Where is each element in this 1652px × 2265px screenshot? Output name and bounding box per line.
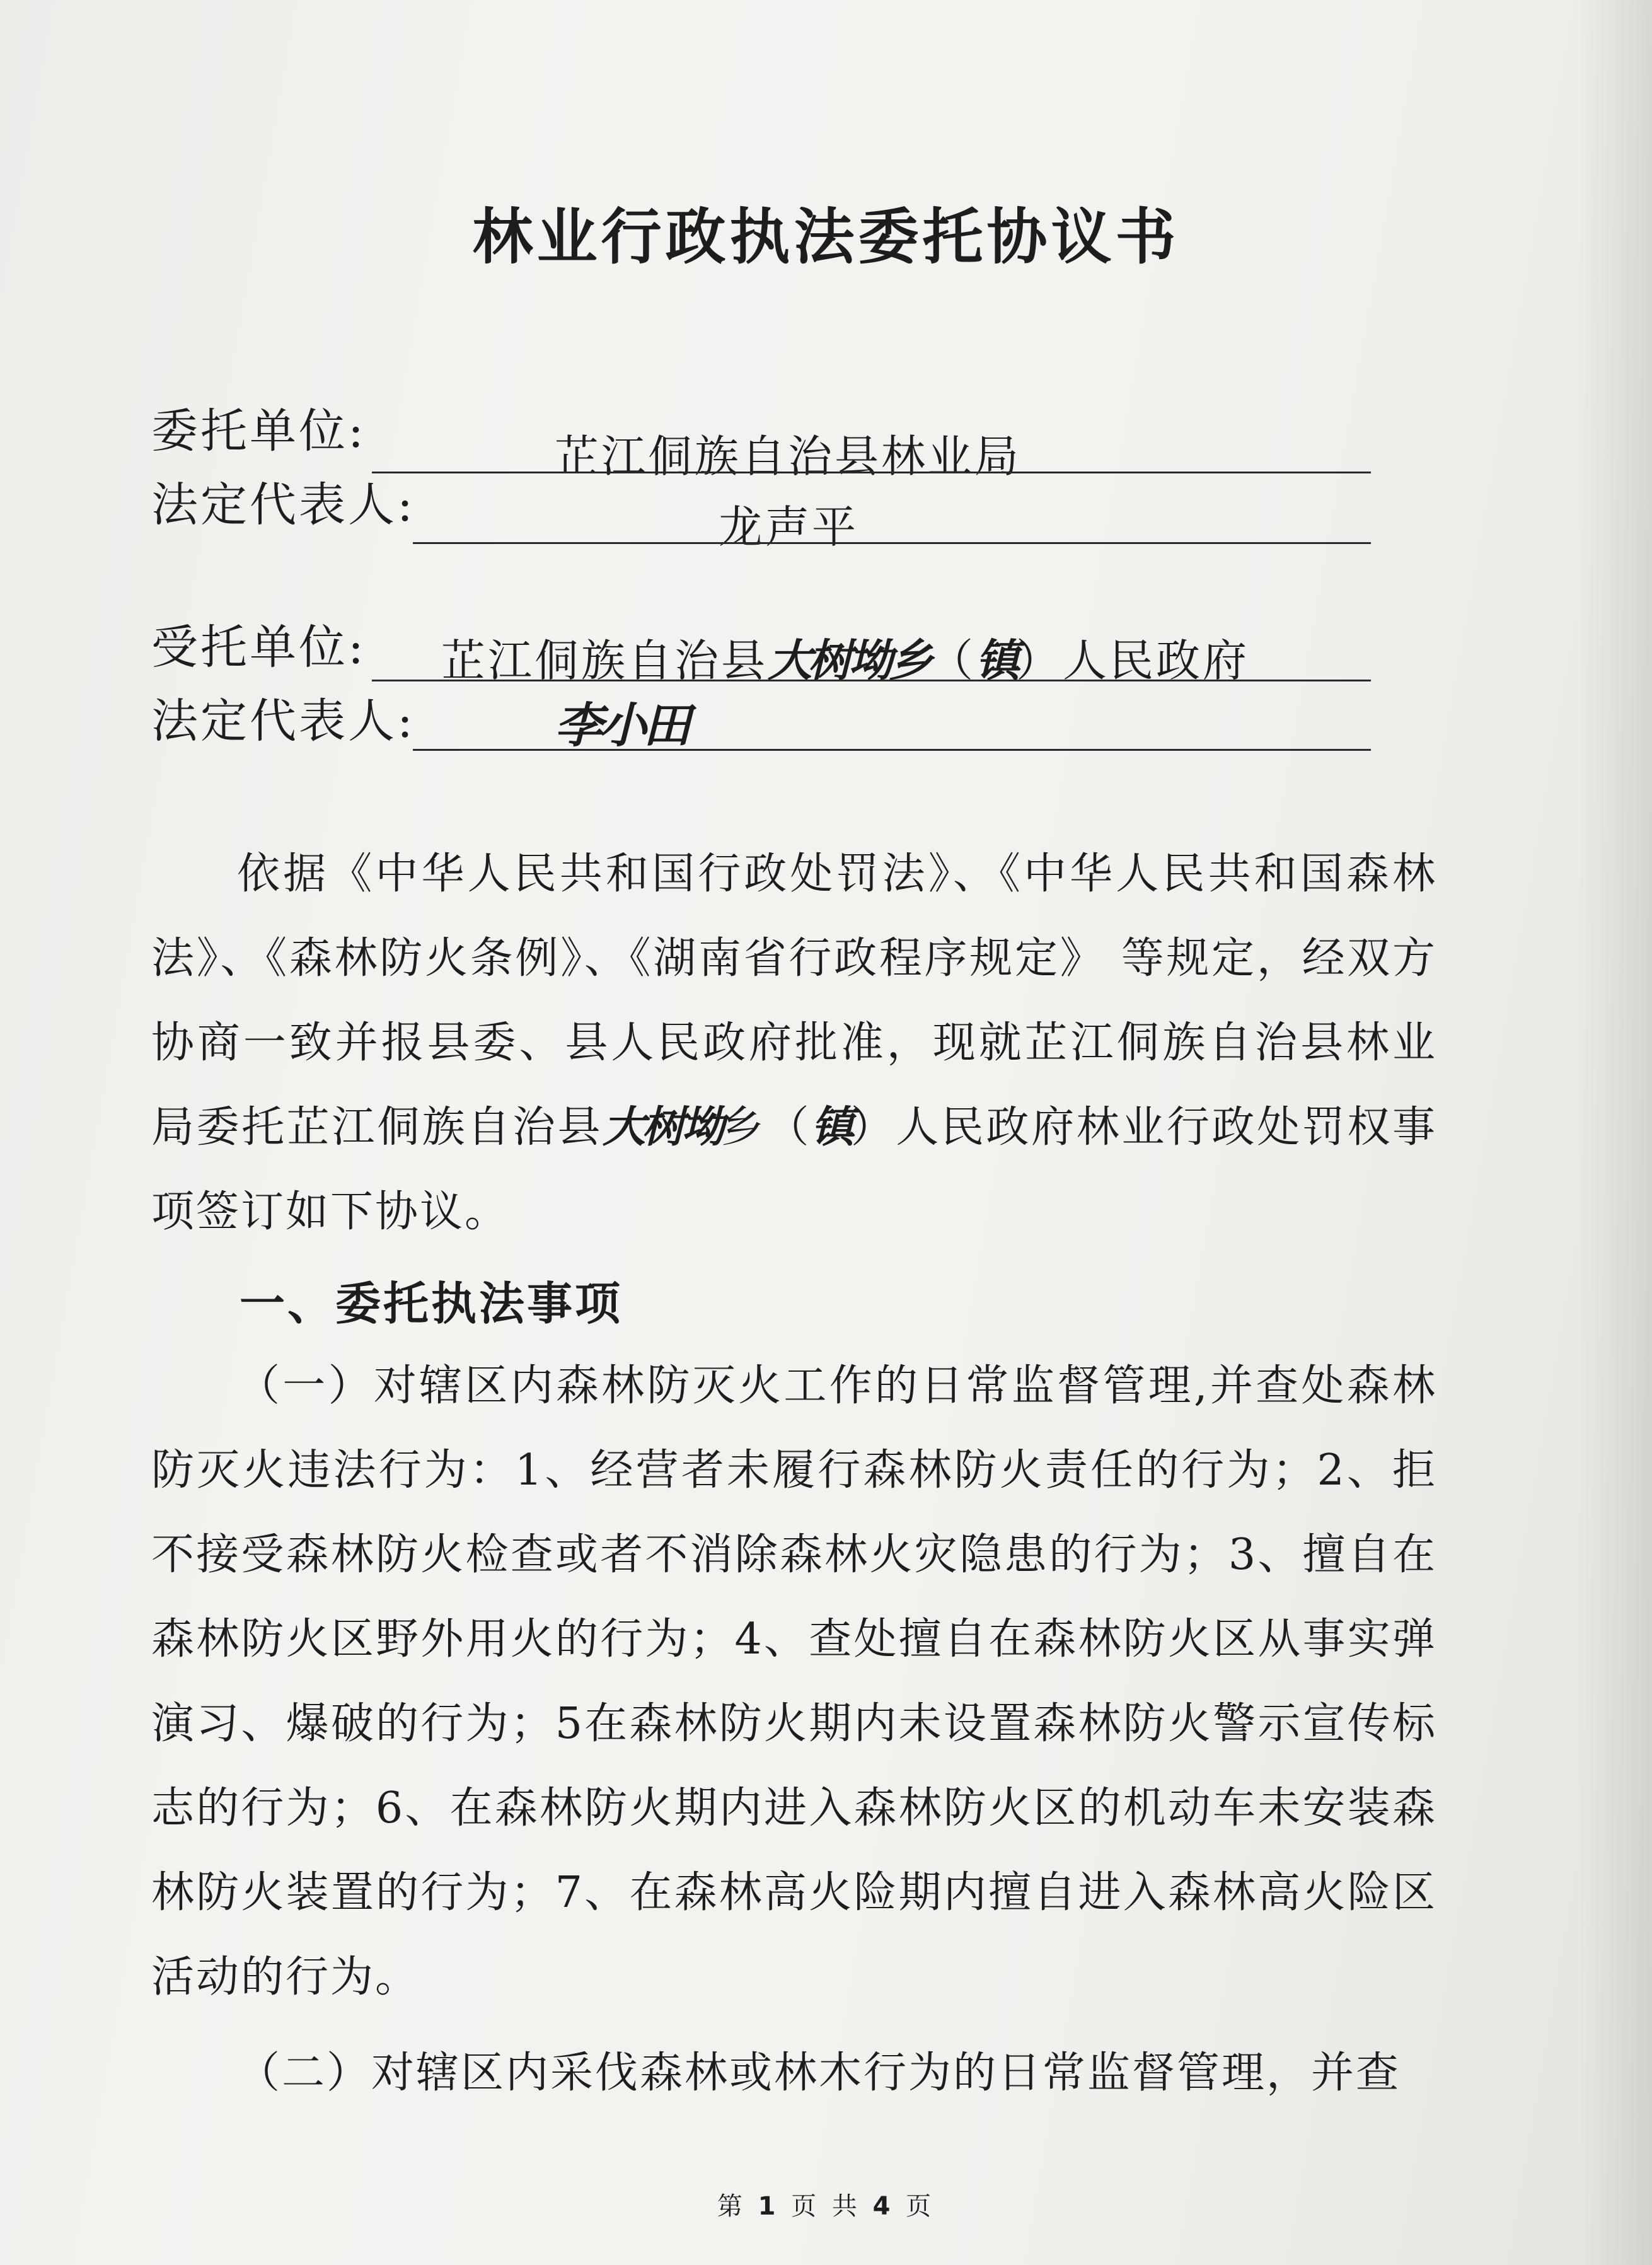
entrusted-unit-suffix: ）人民政府 (1016, 635, 1249, 686)
intro-handwritten-zhen: 镇 (811, 1103, 851, 1152)
page-footer (0, 2186, 1652, 2222)
footer-total-pages: 4 (872, 2192, 894, 2221)
intro-part1: 依据《中华人民共和国行政处罚法》、《中华人民共和国森林法》、《森林防火条例》、《湖南省行政程序规定》 等规定，经双方协商一致并报县委、县人民政府批准，现就芷江侗族自治县林业局委托芷江侗族自治县 (151, 849, 1437, 1152)
clause-1-paragraph: （一）对辖区内森林防灭火工作的日常监督管理,并查处森林防灭火违法行为：1、经营者未履行森林防火责任的行为；2、拒不接受森林防火检查或者不消除森林火灾隐患的行为；3、擅自在森林防火区野外用火的行为；4、查处擅自在森林防火区从事实弹演习、爆破的行为；5在森林防火期内未设置森林防火警示宣传标志的行为；6、在森林防火期内进入森林防火区的机动车未安装森林防火装置的行为；7、在森林高火险期内擅自进入森林高火险区活动的行为。 (151, 1361, 1437, 2002)
handwritten-town-name: 大树坳乡 (768, 635, 929, 686)
footer-middle: 页 共 (791, 2192, 861, 2221)
clause-2-paragraph: （二）对辖区内采伐森林或林木行为的日常监督管理，并查 (237, 2048, 1401, 2098)
entrusting-rep-underline (413, 542, 1371, 544)
entrusting-unit-value: 芷江侗族自治县林业局 (555, 431, 1021, 482)
entrusting-unit-label: 委托单位: (151, 404, 366, 458)
entrusting-unit-underline (372, 472, 1371, 473)
handwritten-signature: 李小田 (555, 697, 687, 753)
section-1-heading: 一、委托执法事项 (240, 1277, 623, 1330)
page-edge-shadow (1576, 0, 1652, 2265)
entrusted-rep-label: 法定代表人: (151, 694, 415, 748)
intro-paragraph (151, 832, 1437, 1254)
intro-handwritten-town: 大树坳 (603, 1103, 721, 1152)
entrusted-unit-label: 受托单位: (151, 620, 366, 675)
footer-suffix: 页 (906, 2192, 935, 2221)
document-title: 林业行政执法委托协议书 (472, 202, 1180, 272)
entrusted-unit-prefix: 芷江侗族自治县 (441, 635, 768, 686)
entrusting-rep-label: 法定代表人: (151, 478, 415, 532)
entrusting-rep-value: 龙声平 (719, 501, 858, 553)
intro-part2: 乡（ (720, 1103, 812, 1152)
handwritten-zhen: 镇 (976, 635, 1016, 686)
entrusted-rep-underline (413, 749, 1371, 751)
footer-page-number: 1 (758, 2192, 780, 2221)
entrusted-unit-underline (372, 680, 1371, 681)
intro-part3: ）人民政府林业行政处罚权事项签订如下协议。 (151, 1103, 1437, 1237)
footer-prefix: 第 (717, 2192, 746, 2221)
entrusted-unit-paren-open: （ (929, 635, 976, 686)
